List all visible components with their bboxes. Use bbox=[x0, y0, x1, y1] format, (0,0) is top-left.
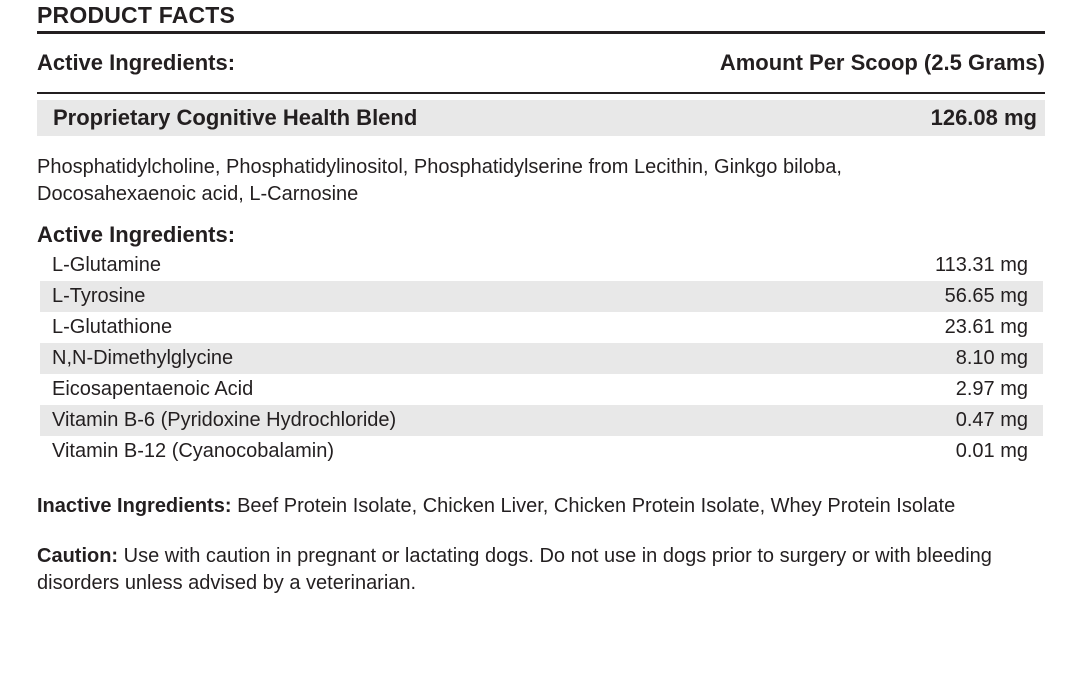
ingredient-row bbox=[40, 312, 1043, 343]
ingredient-name: Vitamin B-6 (Pyridoxine Hydrochloride) bbox=[52, 409, 397, 431]
inactive-ingredients-text: Beef Protein Isolate, Chicken Liver, Chicken Protein Isolate, Whey Protein Isolate bbox=[237, 495, 956, 517]
active-ingredients-label: Active Ingredients: bbox=[37, 222, 236, 247]
blend-description: Phosphatidylcholine, Phosphatidylinositol, Phosphatidylserine from Lecithin, Ginkgo biloba, Docosahexaenoic acid, L-Carnosine bbox=[37, 156, 842, 205]
caution-note bbox=[37, 543, 1027, 597]
ingredient-row bbox=[40, 436, 1043, 467]
ingredient-row bbox=[40, 343, 1043, 374]
ingredient-name: Eicosapentaenoic Acid bbox=[52, 378, 254, 400]
ingredient-amount: 113.31 mg bbox=[934, 254, 1028, 276]
header-amount-label: Amount Per Scoop (2.5 Grams) bbox=[719, 50, 1045, 75]
inactive-ingredients bbox=[37, 493, 1027, 520]
blend-amount: 126.08 mg bbox=[930, 105, 1037, 130]
ingredient-name: L-Glutathione bbox=[52, 316, 173, 338]
ingredient-amount: 56.65 mg bbox=[944, 285, 1028, 307]
panel-title: PRODUCT FACTS bbox=[37, 2, 236, 28]
product-facts-panel bbox=[37, 0, 1045, 597]
ingredient-row bbox=[40, 374, 1043, 405]
ingredient-amount: 23.61 mg bbox=[944, 316, 1028, 338]
ingredient-name: N,N-Dimethylglycine bbox=[52, 347, 234, 369]
ingredient-name: L-Glutamine bbox=[52, 254, 161, 276]
ingredient-row bbox=[40, 250, 1043, 281]
blend-name: Proprietary Cognitive Health Blend bbox=[53, 105, 418, 130]
ingredient-amount: 0.47 mg bbox=[955, 409, 1028, 431]
caution-text: Use with caution in pregnant or lactating dogs. Do not use in dogs prior to surgery or with bleeding disorders unless advised by a veterinarian. bbox=[37, 545, 992, 594]
caution-label: Caution: bbox=[37, 545, 119, 567]
ingredient-name: Vitamin B-12 (Cyanocobalamin) bbox=[52, 440, 334, 462]
ingredient-amount: 2.97 mg bbox=[955, 378, 1028, 400]
header-divider bbox=[37, 92, 1045, 94]
ingredient-row bbox=[40, 281, 1043, 312]
active-ingredients-list bbox=[40, 250, 1043, 467]
blend-row bbox=[37, 100, 1045, 136]
header-ingredients-label: Active Ingredients: bbox=[37, 50, 236, 75]
ingredient-name: L-Tyrosine bbox=[52, 285, 146, 307]
column-header-row bbox=[37, 34, 1045, 92]
ingredient-row bbox=[40, 405, 1043, 436]
inactive-ingredients-label: Inactive Ingredients: bbox=[37, 495, 232, 517]
ingredient-amount: 8.10 mg bbox=[955, 347, 1028, 369]
ingredient-amount: 0.01 mg bbox=[955, 440, 1028, 462]
